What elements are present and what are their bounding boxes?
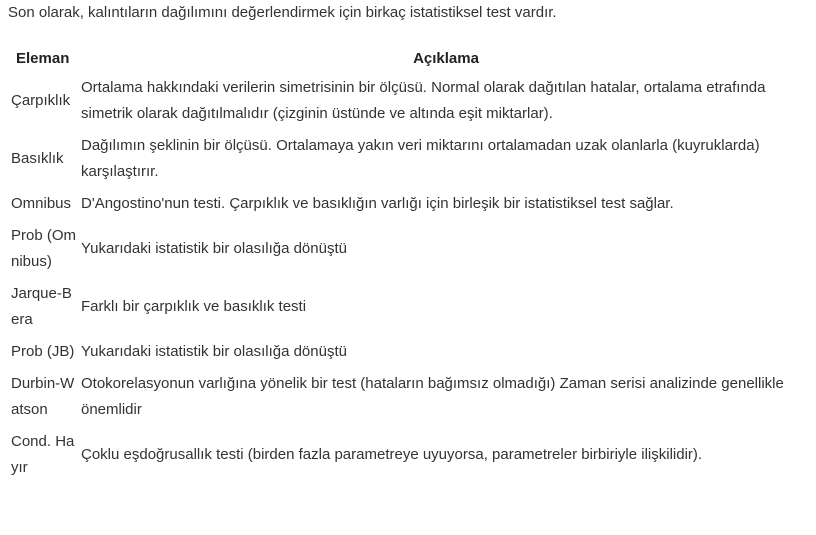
row-description: Ortalama hakkındaki verilerin simetrisinin bir ölçüsü. Normal olarak dağıtılan hatalar, ortalama etrafında simetrik olarak dağıtılmalıdır (çizginin üstünde ve altında eşit miktarlar). <box>81 79 766 122</box>
row-name: Cond. Hayır <box>11 433 75 476</box>
row-description: Yukarıdaki istatistik bir olasılığa dönüştü <box>81 240 347 257</box>
column-header-aciklama: Açıklama <box>413 49 479 67</box>
row-description: Çoklu eşdoğrusallık testi (birden fazla parametreye uyuyorsa, parametreler birbiriyle ilişkilidir). <box>81 446 703 463</box>
row-name: Omnibus <box>11 195 72 212</box>
row-name: Basıklık <box>11 150 64 167</box>
table-row <box>8 336 814 368</box>
row-name: Prob (Omnibus) <box>11 227 77 270</box>
row-name: Çarpıklık <box>11 92 71 109</box>
column-header-eleman: Eleman <box>16 49 70 67</box>
table-row <box>8 220 814 278</box>
row-description: Yukarıdaki istatistik bir olasılığa dönüştü <box>81 343 347 360</box>
row-description: Dağılımın şeklinin bir ölçüsü. Ortalamaya yakın veri miktarını ortalamadan uzak olanlarla (kuyruklarda) karşılaştırır. <box>81 137 760 180</box>
table-header-row <box>8 44 814 72</box>
table-row <box>8 72 814 130</box>
table-row <box>8 426 814 484</box>
statistics-table <box>8 44 814 484</box>
table-row <box>8 278 814 336</box>
table-row <box>8 130 814 188</box>
table-row <box>8 188 814 220</box>
row-name: Prob (JB) <box>11 343 75 360</box>
row-description: Otokorelasyonun varlığına yönelik bir test (hataların bağımsız olmadığı) Zaman serisi analizinde genellikle önemlidir <box>81 375 784 418</box>
row-description: Farklı bir çarpıklık ve basıklık testi <box>81 298 307 315</box>
table-row <box>8 368 814 426</box>
row-name: Jarque-Bera <box>11 285 72 328</box>
row-description: D'Angostino'nun testi. Çarpıklık ve basıklığın varlığı için birleşik bir istatistiksel test sağlar. <box>81 195 674 212</box>
row-name: Durbin-Watson <box>11 375 75 418</box>
intro-paragraph: Son olarak, kalıntıların dağılımını değerlendirmek için birkaç istatistiksel test vardır. <box>8 4 557 21</box>
